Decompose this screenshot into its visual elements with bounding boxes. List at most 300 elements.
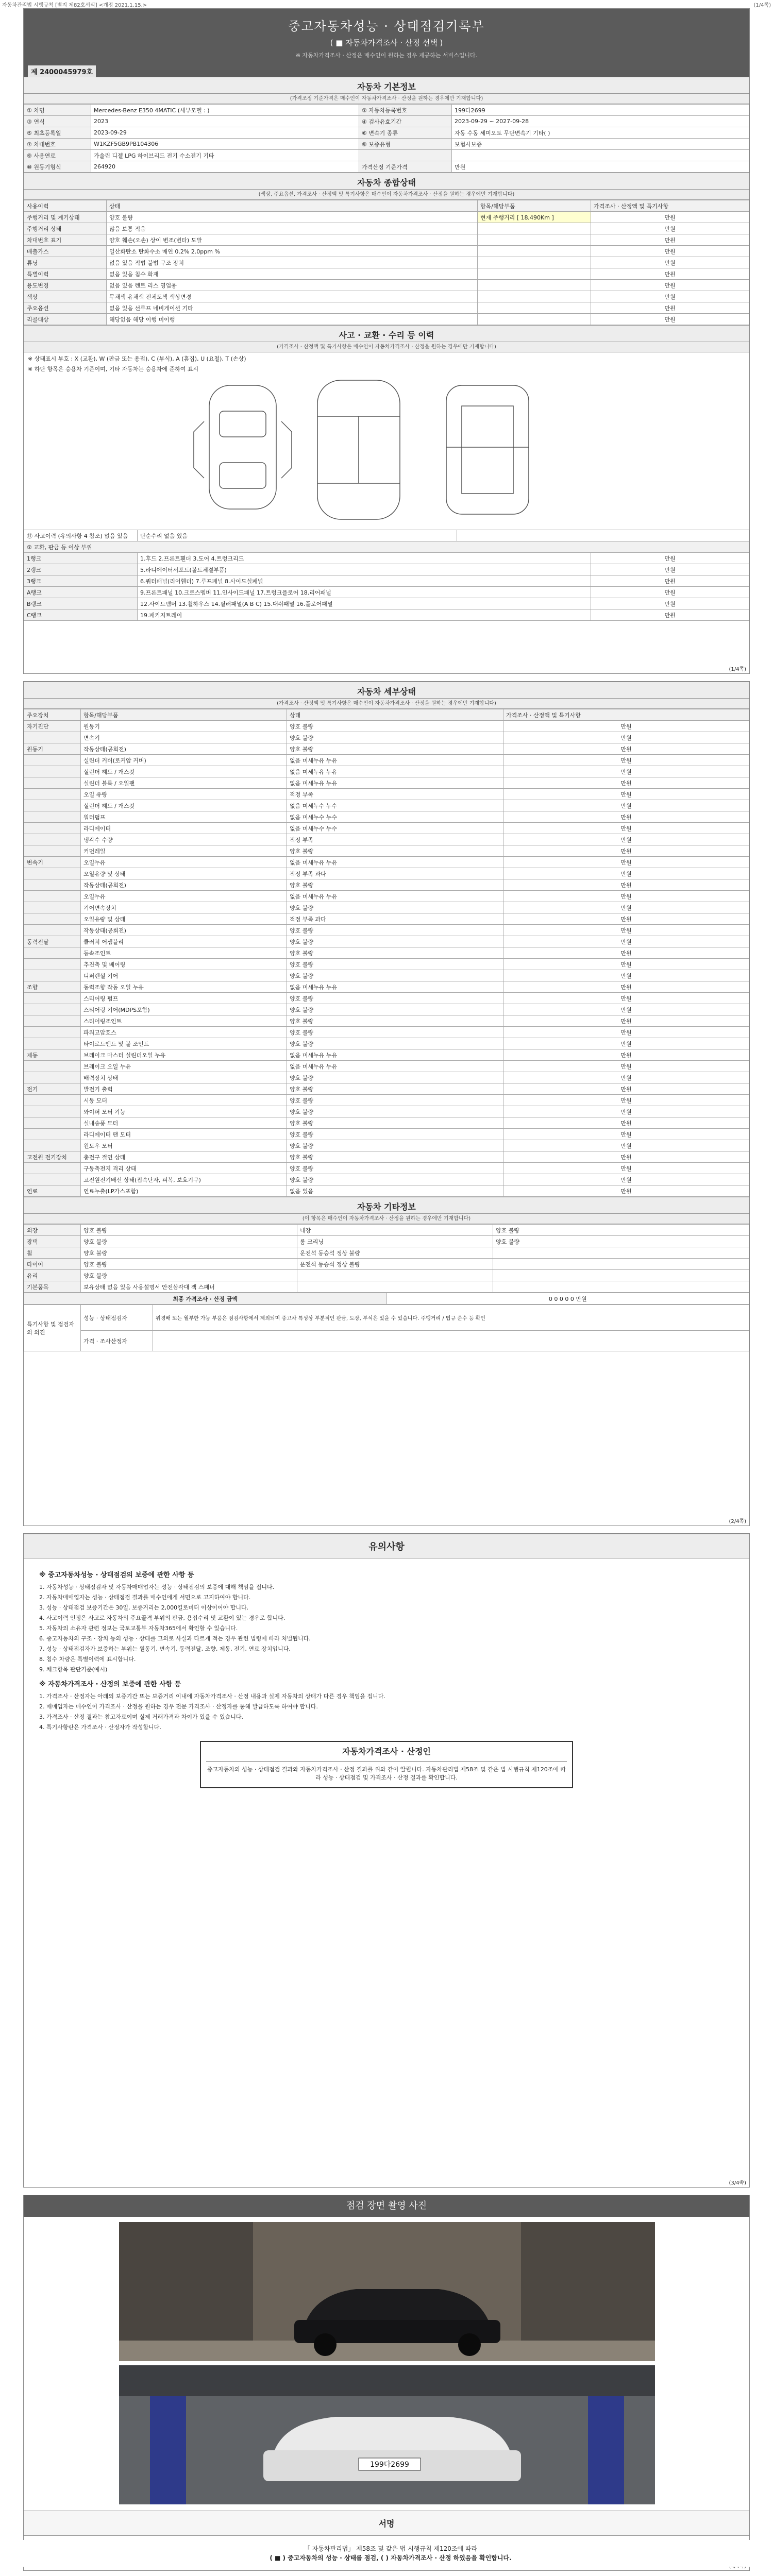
summary-title: 자동차 종합상태 <box>24 173 749 190</box>
basic-value-2: 199다2699 <box>452 105 749 116</box>
detail-row <box>24 845 749 857</box>
summary-extra <box>478 257 591 268</box>
rank-value: 6.쿼터패널(리어휀더) 7.루프패널 8.사이드실패널 <box>138 575 591 587</box>
other-key: 외장 <box>24 1225 81 1236</box>
detail-state: 없음 미세누유 누유 <box>287 857 503 868</box>
report-header <box>24 9 749 77</box>
detail-group <box>24 1129 81 1140</box>
detail-group <box>24 1163 81 1174</box>
detail-item: 오일유량 및 상태 <box>81 868 287 879</box>
rank-row <box>24 609 749 621</box>
detail-unit: 만원 <box>503 800 749 811</box>
summary-unit: 만원 <box>591 257 749 268</box>
summary-extra <box>478 280 591 291</box>
summary-state: 무채색 유채색 전체도색 색상변경 <box>107 291 478 302</box>
detail-unit: 만원 <box>503 811 749 823</box>
detail-item: 스티어링 기어(MDPS포함) <box>81 1004 287 1015</box>
detail-item: 동력조향 작동 오일 누유 <box>81 981 287 993</box>
other-key-2 <box>297 1270 493 1281</box>
summary-key: 주행거리 및 계기상태 <box>24 212 107 223</box>
signature-box <box>200 1741 573 1788</box>
inspection-photo-2 <box>119 2365 655 2504</box>
detail-row <box>24 811 749 823</box>
accident-parts-title: ② 교환, 판금 등 이상 부위 <box>24 541 749 553</box>
detail-group <box>24 811 81 823</box>
notice-item: 8. 침수 차량은 특별이력에 표시합니다. <box>39 1656 136 1663</box>
detail-row <box>24 891 749 902</box>
detail-unit: 만원 <box>503 970 749 981</box>
car-front-view <box>194 385 292 509</box>
other-key-2 <box>297 1281 493 1293</box>
detail-unit: 만원 <box>503 925 749 936</box>
detail-state: 없음 미세누유 누유 <box>287 777 503 789</box>
detail-row <box>24 1151 749 1163</box>
detail-item: 실린더 헤드 / 개스킷 <box>81 800 287 811</box>
notice-item-2: 4. 특기사항란은 가격조사 · 산정자가 작성합니다. <box>39 1724 161 1731</box>
rank-unit: 만원 <box>591 553 749 564</box>
page-3 <box>23 1533 750 2188</box>
detail-item: 커먼레일 <box>81 845 287 857</box>
detail-state: 없음 미세누유 누유 <box>287 1049 503 1061</box>
basic-value: 264920 <box>91 161 359 173</box>
rank-row <box>24 587 749 598</box>
detail-unit: 만원 <box>503 1083 749 1095</box>
detail-group: 조향 <box>24 981 81 993</box>
basic-value: 2023-09-29 <box>91 127 359 139</box>
detail-row <box>24 1140 749 1151</box>
detail-item: 시동 모터 <box>81 1095 287 1106</box>
detail-unit: 만원 <box>503 1095 749 1106</box>
detail-item: 실린더 커버(로커암 커버) <box>81 755 287 766</box>
basic-label: ⑦ 차대번호 <box>24 139 91 150</box>
detail-item: 고전원전기배선 상태(접속단자, 피복, 보호기구) <box>81 1174 287 1185</box>
summary-key: 주요옵션 <box>24 302 107 314</box>
basic-value-2: 자동 수동 세미오토 무단변속기 기타( ) <box>452 127 749 139</box>
notice-item: 1. 자동차성능 · 상태점검자 및 자동차매매업자는 성능 · 상태점검의 보증에 대해 책임을 집니다. <box>39 1584 275 1590</box>
basic-label: ⑩ 원동기형식 <box>24 161 91 173</box>
detail-state: 양호 불량 <box>287 947 503 959</box>
page-2 <box>23 681 750 1526</box>
rank-unit: 만원 <box>591 575 749 587</box>
detail-group <box>24 947 81 959</box>
summary-note: (색상, 주요옵션, 가격조사 · 산정액 및 특기사항은 매수인이 자동차가격조사 · 산정을 원하는 경우에만 기재합니다) <box>24 190 749 200</box>
detail-item: 와이퍼 모터 기능 <box>81 1106 287 1117</box>
other-value: 양호 불량 <box>81 1236 297 1247</box>
detail-row <box>24 1163 749 1174</box>
rank-unit: 만원 <box>591 609 749 621</box>
detail-title: 자동차 세부상태 <box>24 682 749 699</box>
detail-group: 고전원 전기장치 <box>24 1151 81 1163</box>
other-value-2 <box>493 1281 749 1293</box>
rank-row <box>24 575 749 587</box>
summary-key: 리콜대상 <box>24 314 107 325</box>
special-text: 위경배 또는 월부한 가능 부품은 점검사항에서 제외되며 중고차 특성상 부분적인 판금, 도장, 부식은 있을 수 있습니다. 주행거리 / 법규 준수 등 확인 <box>153 1305 749 1331</box>
summary-key: 색상 <box>24 291 107 302</box>
detail-state: 양호 불량 <box>287 1038 503 1049</box>
summary-unit: 만원 <box>591 291 749 302</box>
notice-item: 9. 체크항목 판단기준(예시) <box>39 1666 108 1673</box>
detail-item: 오일누유 <box>81 891 287 902</box>
summary-row <box>24 234 749 246</box>
basic-table <box>24 104 749 173</box>
detail-row <box>24 879 749 891</box>
detail-group <box>24 1072 81 1083</box>
detail-group <box>24 1106 81 1117</box>
detail-group <box>24 732 81 743</box>
report-code: 제 2400045979호 <box>28 65 96 77</box>
total-table <box>24 1293 749 1304</box>
detail-item: 구동축전지 격리 상태 <box>81 1163 287 1174</box>
report-title: 중고자동차성능 · 상태점검기록부 <box>288 19 485 33</box>
detail-state: 양호 불량 <box>287 902 503 913</box>
detail-row <box>24 993 749 1004</box>
detail-group <box>24 800 81 811</box>
detail-item: 브레이크 오일 누유 <box>81 1061 287 1072</box>
detail-item: 클러치 어셈블리 <box>81 936 287 947</box>
detail-item: 오일 유량 <box>81 789 287 800</box>
detail-state: 양호 불량 <box>287 970 503 981</box>
summary-col-3: 가격조사 · 산정액 및 특기사항 <box>591 200 749 212</box>
basic-value: W1KZF5GB9PB104306 <box>91 139 359 150</box>
detail-state: 없음 미세누수 누수 <box>287 800 503 811</box>
basic-label: ① 차명 <box>24 105 91 116</box>
detail-group <box>24 925 81 936</box>
basic-row <box>24 105 749 116</box>
detail-group <box>24 1038 81 1049</box>
summary-unit: 만원 <box>591 280 749 291</box>
legal-line-2: ( ■ ) 중고자동차의 성능 · 상태를 점검, ( ) 자동차가격조사 · 산정 하였음을 확인합니다. <box>270 2554 512 2562</box>
basic-value: 2023 <box>91 116 359 127</box>
basic-row <box>24 139 749 150</box>
summary-extra <box>478 314 591 325</box>
detail-group <box>24 1015 81 1027</box>
detail-item: 작동상태(공회전) <box>81 743 287 755</box>
detail-row <box>24 1117 749 1129</box>
detail-unit: 만원 <box>503 721 749 732</box>
summary-unit: 만원 <box>591 212 749 223</box>
detail-unit: 만원 <box>503 766 749 777</box>
detail-unit: 만원 <box>503 1129 749 1140</box>
basic-value: 가솔린 디젤 LPG 하이브리드 전기 수소전기 기타 <box>91 150 359 161</box>
detail-row <box>24 1174 749 1185</box>
notice-item: 5. 자동차의 소유자 관련 정보는 국토교통부 자동차365에서 확인할 수 있습니다. <box>39 1625 238 1632</box>
basic-label: ⑨ 사용연료 <box>24 150 91 161</box>
summary-state: 많음 보통 적음 <box>107 223 478 234</box>
detail-group <box>24 789 81 800</box>
accident-table <box>24 530 749 621</box>
detail-row <box>24 868 749 879</box>
detail-unit: 만원 <box>503 789 749 800</box>
summary-key: 튜닝 <box>24 257 107 268</box>
detail-unit: 만원 <box>503 1151 749 1163</box>
other-key-2: 운전석 동승석 정상 불량 <box>297 1247 493 1259</box>
form-topline <box>0 0 773 7</box>
detail-item: 작동상태(공회전) <box>81 879 287 891</box>
signature-text: 중고자동차의 성능 · 상태점검 결과와 자동차가격조사 · 산정 결과를 위와 같이 알립니다. 자동차관리법 제58조 및 같은 법 시행규칙 제120조에 따라 성능 · 상태점검 및 가격조사 · 산정 결과를 확인합니다. <box>206 1761 567 1782</box>
notice-h1: ※ 중고자동차성능 · 상태점검의 보증에 관한 사항 등 <box>39 1571 194 1579</box>
detail-item: 추진축 및 베어링 <box>81 959 287 970</box>
detail-row <box>24 1083 749 1095</box>
accident-note: (가격조사 · 산정액 및 특기사항은 매수인이 자동차가격조사 · 산정을 원하는 경우에만 기재합니다) <box>24 342 749 352</box>
rank-value: 5.라디에이터서포트(볼트체결부품) <box>138 564 591 575</box>
detail-state: 양호 불량 <box>287 1095 503 1106</box>
detail-state: 양호 불량 <box>287 879 503 891</box>
detail-state: 양호 불량 <box>287 1163 503 1174</box>
accident-q1: ⑪ 사고이력 (유의사항 4 참조) 없음 있음 <box>24 530 138 541</box>
notice-item-2: 3. 가격조사 · 산정 결과는 참고자료이며 실제 거래가격과 차이가 있을 수 있습니다. <box>39 1714 243 1720</box>
detail-state: 적정 부족 과다 <box>287 868 503 879</box>
detail-state: 양호 불량 <box>287 1072 503 1083</box>
other-row <box>24 1247 749 1259</box>
other-value-2 <box>493 1270 749 1281</box>
detail-group <box>24 902 81 913</box>
detail-unit: 만원 <box>503 902 749 913</box>
detail-item: 라디에이터 <box>81 823 287 834</box>
notice-title: 유의사항 <box>24 1534 749 1558</box>
mileage-cell: 현재 주행거리 [ 18,490Km ] <box>478 212 591 223</box>
detail-state: 양호 불량 <box>287 1140 503 1151</box>
detail-item: 윈도우 모터 <box>81 1140 287 1151</box>
other-row <box>24 1236 749 1247</box>
notice-body <box>24 1558 749 1804</box>
accident-legend: ※ 상태표시 부호 : X (교환), W (판금 또는 용접), C (부식), A (흠집), U (요철), T (손상) <box>28 355 246 362</box>
basic-label-2: ⑥ 변속기 종류 <box>359 127 452 139</box>
summary-state: 일산화탄소 탄화수소 매연 0.2% 2.0ppm % <box>107 246 478 257</box>
detail-col-0: 주요장치 <box>24 709 81 721</box>
detail-state: 없음 미세누유 누유 <box>287 981 503 993</box>
detail-group <box>24 868 81 879</box>
detail-row <box>24 1185 749 1197</box>
summary-table <box>24 200 749 325</box>
detail-group: 제동 <box>24 1049 81 1061</box>
detail-group <box>24 879 81 891</box>
summary-extra <box>478 223 591 234</box>
detail-state: 없음 미세누유 누유 <box>287 755 503 766</box>
summary-row <box>24 280 749 291</box>
rank-row <box>24 564 749 575</box>
page-1-num: (1/4쪽) <box>729 667 746 672</box>
detail-unit: 만원 <box>503 1015 749 1027</box>
detail-item: 워터펌프 <box>81 811 287 823</box>
other-value-2: 양호 불량 <box>493 1225 749 1236</box>
legal-footer <box>23 2540 758 2567</box>
other-value: 보유상태 없음 있음 사용설명서 안전삼각대 잭 스패너 <box>81 1281 297 1293</box>
detail-state: 양호 불량 <box>287 845 503 857</box>
detail-state: 없음 있음 <box>287 1185 503 1197</box>
detail-unit: 만원 <box>503 1140 749 1151</box>
rank-unit: 만원 <box>591 564 749 575</box>
detail-group <box>24 823 81 834</box>
photo-plate: 199다2699 <box>370 2461 409 2469</box>
detail-row <box>24 1095 749 1106</box>
basic-row <box>24 127 749 139</box>
detail-unit: 만원 <box>503 879 749 891</box>
detail-item: 작동상태(공회전) <box>81 925 287 936</box>
detail-unit: 만원 <box>503 1185 749 1197</box>
detail-col-1: 항목/해당부품 <box>81 709 287 721</box>
detail-row <box>24 936 749 947</box>
detail-group <box>24 834 81 845</box>
basic-row <box>24 116 749 127</box>
detail-group <box>24 970 81 981</box>
detail-group: 연료 <box>24 1185 81 1197</box>
rank-value: 12.사이드멤버 13.휠하우스 14.필러패널(A B C) 15.대쉬패널 16.플로어패널 <box>138 598 591 609</box>
other-value: 양호 불량 <box>81 1225 297 1236</box>
detail-row <box>24 959 749 970</box>
summary-state: 양호 불량 <box>107 212 478 223</box>
other-row <box>24 1259 749 1270</box>
detail-unit: 만원 <box>503 823 749 834</box>
inspection-photo-1 <box>119 2222 655 2361</box>
car-center-view <box>317 380 400 519</box>
footer-sign: 서명 <box>24 2511 749 2536</box>
page-4 <box>23 2195 750 2571</box>
detail-unit: 만원 <box>503 743 749 755</box>
detail-unit: 만원 <box>503 1049 749 1061</box>
form-topline-right: (1/4쪽) <box>753 3 771 8</box>
detail-row <box>24 1004 749 1015</box>
form-topline-left: 자동차관리법 시행규칙 [별지 제82호서식] <개정 2021.1.15.> <box>2 3 147 8</box>
summary-state: 없음 있음 선루프 네비게이션 기타 <box>107 302 478 314</box>
detail-row <box>24 1072 749 1083</box>
notice-item-2: 1. 가격조사 · 산정자는 아래의 보증기간 또는 보증거리 이내에 자동차가격조사 · 산정 내용과 실제 자동차의 상태가 다른 경우 책임을 집니다. <box>39 1693 385 1700</box>
rank-key: 1랭크 <box>24 553 138 564</box>
detail-row <box>24 766 749 777</box>
detail-item: 실내송풍 모터 <box>81 1117 287 1129</box>
detail-state: 양호 불량 <box>287 1117 503 1129</box>
special-label: 특기사항 및 점검자의 의견 <box>24 1305 81 1351</box>
detail-group: 변속기 <box>24 857 81 868</box>
rank-row <box>24 553 749 564</box>
other-row <box>24 1270 749 1281</box>
detail-group <box>24 777 81 789</box>
detail-state: 적정 부족 <box>287 834 503 845</box>
detail-item: 실린더 헤드 / 개스킷 <box>81 766 287 777</box>
basic-row <box>24 150 749 161</box>
other-value-2 <box>493 1247 749 1259</box>
detail-state: 없음 미세누수 누수 <box>287 823 503 834</box>
detail-item: 디퍼렌셜 기어 <box>81 970 287 981</box>
car-frame-view <box>446 385 529 514</box>
summary-key: 차대번호 표기 <box>24 234 107 246</box>
detail-state: 양호 불량 <box>287 925 503 936</box>
detail-group <box>24 1174 81 1185</box>
other-value: 양호 불량 <box>81 1270 297 1281</box>
basic-label-2: ⑧ 보증유형 <box>359 139 452 150</box>
detail-row <box>24 732 749 743</box>
detail-table <box>24 709 749 1197</box>
detail-group: 전기 <box>24 1083 81 1095</box>
detail-unit: 만원 <box>503 755 749 766</box>
rank-key: 3랭크 <box>24 575 138 587</box>
detail-row <box>24 1129 749 1140</box>
summary-unit: 만원 <box>591 268 749 280</box>
detail-row <box>24 1015 749 1027</box>
detail-group <box>24 913 81 925</box>
detail-unit: 만원 <box>503 1174 749 1185</box>
detail-group <box>24 993 81 1004</box>
basic-label: ③ 연식 <box>24 116 91 127</box>
other-key: 유리 <box>24 1270 81 1281</box>
detail-unit: 만원 <box>503 1061 749 1072</box>
detail-group <box>24 845 81 857</box>
summary-unit: 만원 <box>591 234 749 246</box>
basic-note: (가격조정 기준가격은 매수인이 자동차가격조사 · 산정을 원하는 경우에만 기재합니다) <box>24 94 749 104</box>
notice-item: 2. 자동차매매업자는 성능 · 상태점검 결과를 매수인에게 서면으로 고지하여야 합니다. <box>39 1594 251 1601</box>
detail-state: 양호 불량 <box>287 1106 503 1117</box>
notice-item-2: 2. 매매업자는 매수인이 가격조사 · 산정을 원하는 경우 전문 가격조사 · 산정자를 통해 발급하도록 하여야 합니다. <box>39 1703 318 1710</box>
detail-state: 양호 불량 <box>287 732 503 743</box>
detail-group <box>24 755 81 766</box>
summary-unit: 만원 <box>591 314 749 325</box>
basic-row <box>24 161 749 173</box>
rank-value: 19.패키지트레이 <box>138 609 591 621</box>
detail-row <box>24 755 749 766</box>
detail-item: 등속조인트 <box>81 947 287 959</box>
detail-state: 양호 불량 <box>287 936 503 947</box>
detail-item: 배력장치 상태 <box>81 1072 287 1083</box>
detail-row <box>24 789 749 800</box>
detail-row <box>24 981 749 993</box>
detail-unit: 만원 <box>503 981 749 993</box>
basic-label: ⑤ 최초등록일 <box>24 127 91 139</box>
car-outline-diagram <box>24 375 745 530</box>
summary-state: 양호 훼손(오손) 상이 변조(변타) 도말 <box>107 234 478 246</box>
other-value-2: 양호 불량 <box>493 1236 749 1247</box>
detail-unit: 만원 <box>503 1106 749 1117</box>
detail-state: 양호 불량 <box>287 1027 503 1038</box>
detail-row <box>24 1049 749 1061</box>
summary-state: 없음 있음 렌트 리스 영업용 <box>107 280 478 291</box>
detail-unit: 만원 <box>503 1027 749 1038</box>
rank-value: 9.프론트패널 10.크로스멤버 11.인사이드패널 17.트렁크플로어 18.리어패널 <box>138 587 591 598</box>
detail-row <box>24 902 749 913</box>
accident-legend-2: ※ 하단 항목은 승용차 기준이며, 기타 자동차는 승용차에 준하여 표시 <box>28 366 199 372</box>
special-table <box>24 1304 749 1351</box>
other-value: 양호 불량 <box>81 1247 297 1259</box>
other-key: 타이어 <box>24 1259 81 1270</box>
detail-state: 양호 불량 <box>287 1151 503 1163</box>
rank-unit: 만원 <box>591 587 749 598</box>
rank-row <box>24 598 749 609</box>
detail-state: 양호 불량 <box>287 721 503 732</box>
detail-group <box>24 1004 81 1015</box>
summary-key: 주행거리 상태 <box>24 223 107 234</box>
other-key: 휠 <box>24 1247 81 1259</box>
detail-item: 라디에이터 팬 모터 <box>81 1129 287 1140</box>
detail-row <box>24 743 749 755</box>
detail-item: 오일유량 및 상태 <box>81 913 287 925</box>
detail-group <box>24 766 81 777</box>
detail-item: 변속기 <box>81 732 287 743</box>
detail-row <box>24 1027 749 1038</box>
summary-row <box>24 246 749 257</box>
other-value-2 <box>493 1259 749 1270</box>
other-note: (이 항목은 매수인이 자동차가격조사 · 산정을 원하는 경우에만 기재합니다) <box>24 1214 749 1224</box>
special-sub: 성능 · 상태점검자 <box>81 1305 153 1331</box>
other-key: 기본품목 <box>24 1281 81 1293</box>
detail-unit: 만원 <box>503 936 749 947</box>
detail-row <box>24 834 749 845</box>
detail-unit: 만원 <box>503 891 749 902</box>
detail-state: 없음 미세누유 누유 <box>287 766 503 777</box>
summary-unit: 만원 <box>591 223 749 234</box>
summary-key: 용도변경 <box>24 280 107 291</box>
detail-row <box>24 823 749 834</box>
detail-row <box>24 721 749 732</box>
rank-key: B랭크 <box>24 598 138 609</box>
total-value: 0 0 0 0 0 만원 <box>386 1293 749 1304</box>
